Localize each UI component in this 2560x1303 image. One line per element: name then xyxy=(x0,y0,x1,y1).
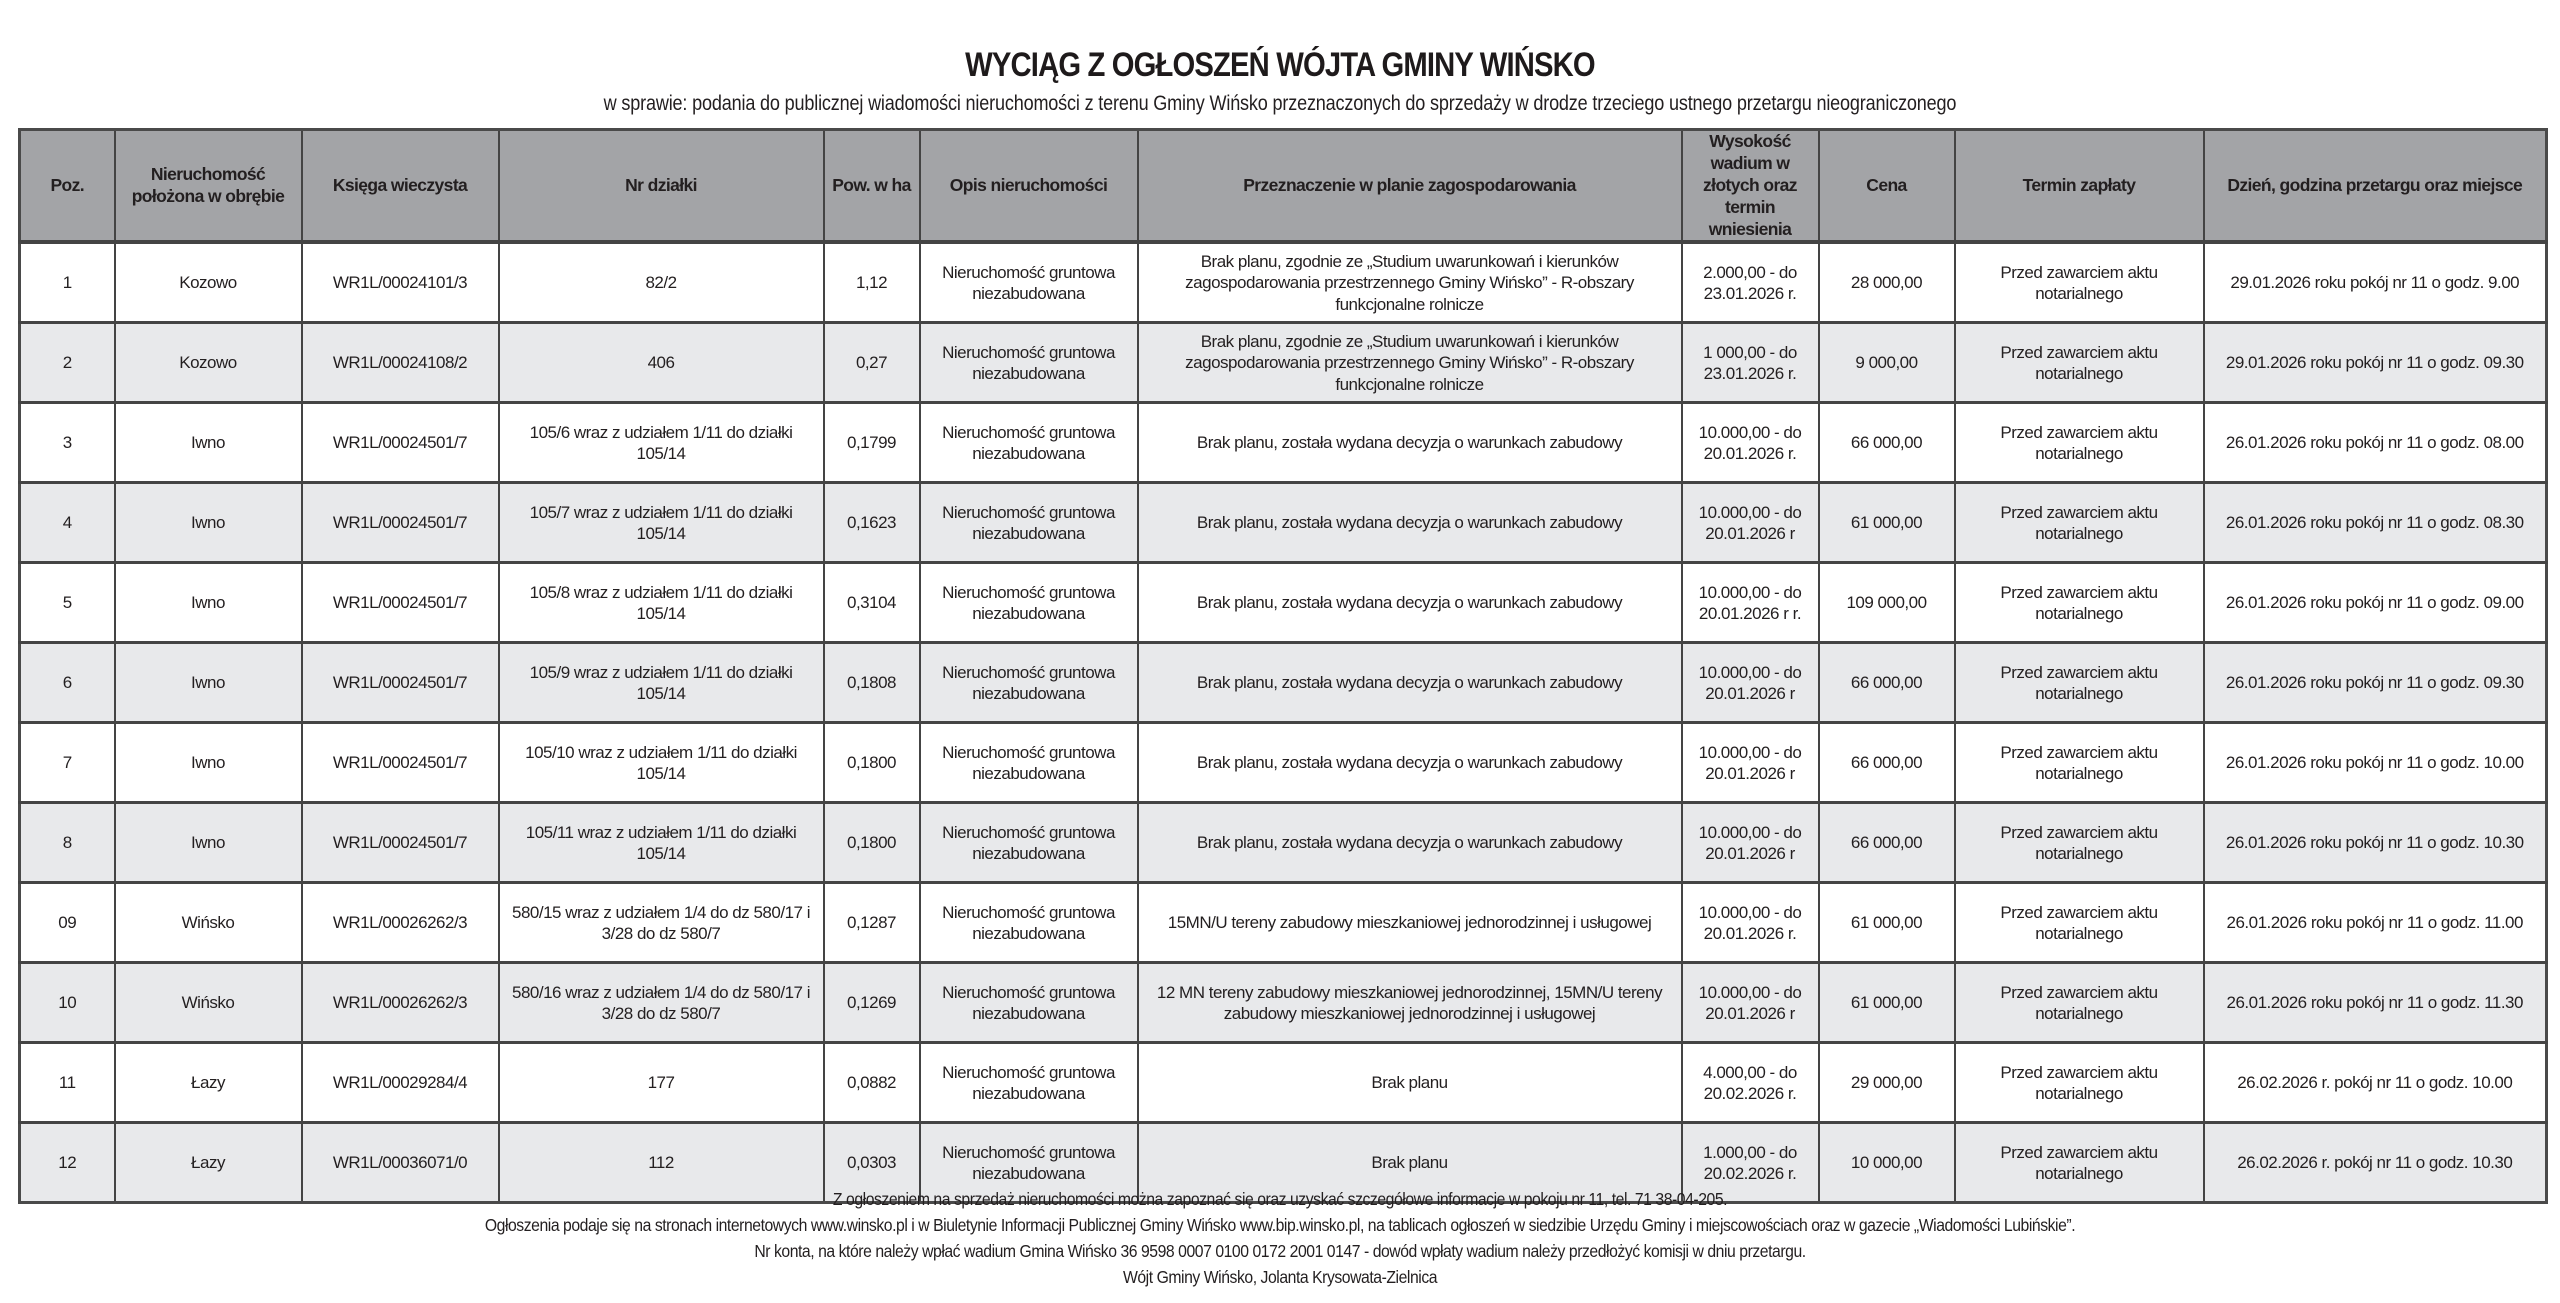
cell-position: 10 xyxy=(20,963,115,1043)
table-row xyxy=(20,723,2547,803)
cell-location: Iwno xyxy=(115,643,302,723)
cell-plot-number: 105/10 wraz z udziałem 1/11 do działki 105/14 xyxy=(499,723,824,803)
cell-auction-date: 26.01.2026 roku pokój nr 11 o godz. 11.30 xyxy=(2204,963,2547,1043)
table-row xyxy=(20,563,2547,643)
cell-area: 1,12 xyxy=(824,242,920,323)
cell-payment-term: Przed zawarciem aktu notarialnego xyxy=(1955,963,2204,1043)
cell-zoning: Brak planu, została wydana decyzja o warunkach zabudowy xyxy=(1138,643,1682,723)
cell-deposit: 4.000,00 - do 20.02.2026 r. xyxy=(1682,1043,1819,1123)
table-row xyxy=(20,963,2547,1043)
cell-area: 0,1799 xyxy=(824,403,920,483)
cell-location: Iwno xyxy=(115,723,302,803)
cell-plot-number: 105/6 wraz z udziałem 1/11 do działki 105/14 xyxy=(499,403,824,483)
cell-area: 0,1623 xyxy=(824,483,920,563)
cell-land-register: WR1L/00024501/7 xyxy=(302,723,499,803)
cell-plot-number: 82/2 xyxy=(499,242,824,323)
cell-position: 8 xyxy=(20,803,115,883)
table-body xyxy=(20,242,2547,1203)
cell-zoning: Brak planu, została wydana decyzja o warunkach zabudowy xyxy=(1138,723,1682,803)
footer-line-info: Z ogłoszeniem na sprzedaż nieruchomości można zapoznać się oraz uzyskać szczegółowe informacje w pokoju nr 11, tel. 71 38-04-205. xyxy=(832,1189,1728,1209)
cell-location: Wińsko xyxy=(115,883,302,963)
cell-auction-date: 26.01.2026 roku pokój nr 11 o godz. 09.00 xyxy=(2204,563,2547,643)
cell-auction-date: 26.01.2026 roku pokój nr 11 o godz. 10.00 xyxy=(2204,723,2547,803)
cell-deposit: 10.000,00 - do 20.01.2026 r xyxy=(1682,803,1819,883)
cell-price: 109 000,00 xyxy=(1819,563,1955,643)
cell-zoning: Brak planu xyxy=(1138,1123,1682,1203)
cell-deposit: 1 000,00 - do 23.01.2026 r. xyxy=(1682,323,1819,403)
cell-payment-term: Przed zawarciem aktu notarialnego xyxy=(1955,403,2204,483)
cell-area: 0,0882 xyxy=(824,1043,920,1123)
cell-zoning: Brak planu, została wydana decyzja o warunkach zabudowy xyxy=(1138,403,1682,483)
cell-description: Nieruchomość gruntowa niezabudowana xyxy=(920,723,1138,803)
cell-area: 0,1800 xyxy=(824,803,920,883)
cell-area: 0,27 xyxy=(824,323,920,403)
cell-description: Nieruchomość gruntowa niezabudowana xyxy=(920,483,1138,563)
cell-price: 61 000,00 xyxy=(1819,883,1955,963)
header-description: Opis nieruchomości xyxy=(920,130,1138,243)
cell-price: 61 000,00 xyxy=(1819,963,1955,1043)
cell-plot-number: 105/11 wraz z udziałem 1/11 do działki 105/14 xyxy=(499,803,824,883)
cell-auction-date: 26.01.2026 roku pokój nr 11 o godz. 08.30 xyxy=(2204,483,2547,563)
cell-payment-term: Przed zawarciem aktu notarialnego xyxy=(1955,1123,2204,1203)
cell-payment-term: Przed zawarciem aktu notarialnego xyxy=(1955,483,2204,563)
cell-price: 61 000,00 xyxy=(1819,483,1955,563)
header-land-register: Księga wieczysta xyxy=(302,130,499,243)
cell-payment-term: Przed zawarciem aktu notarialnego xyxy=(1955,242,2204,323)
cell-description: Nieruchomość gruntowa niezabudowana xyxy=(920,1043,1138,1123)
cell-position: 11 xyxy=(20,1043,115,1123)
document-subtitle: w sprawie: podania do publicznej wiadomości nieruchomości z terenu Gminy Wińsko przeznaczonych do sprzedaży w drodze trzeciego ustnego przetargu nieograniczonego xyxy=(603,92,1957,115)
cell-deposit: 10.000,00 - do 20.01.2026 r xyxy=(1682,723,1819,803)
table-row xyxy=(20,1043,2547,1123)
header-auction-date: Dzień, godzina przetargu oraz miejsce xyxy=(2204,130,2547,243)
cell-location: Iwno xyxy=(115,403,302,483)
cell-position: 5 xyxy=(20,563,115,643)
cell-location: Łazy xyxy=(115,1123,302,1203)
cell-location: Kozowo xyxy=(115,323,302,403)
cell-deposit: 10.000,00 - do 20.01.2026 r r. xyxy=(1682,563,1819,643)
cell-zoning: Brak planu, została wydana decyzja o warunkach zabudowy xyxy=(1138,483,1682,563)
cell-area: 0,0303 xyxy=(824,1123,920,1203)
header-price: Cena xyxy=(1819,130,1955,243)
cell-location: Iwno xyxy=(115,563,302,643)
cell-position: 1 xyxy=(20,242,115,323)
cell-description: Nieruchomość gruntowa niezabudowana xyxy=(920,963,1138,1043)
cell-position: 3 xyxy=(20,403,115,483)
cell-payment-term: Przed zawarciem aktu notarialnego xyxy=(1955,1043,2204,1123)
cell-deposit: 10.000,00 - do 20.01.2026 r xyxy=(1682,643,1819,723)
cell-auction-date: 29.01.2026 roku pokój nr 11 o godz. 9.00 xyxy=(2204,242,2547,323)
cell-area: 0,3104 xyxy=(824,563,920,643)
cell-location: Kozowo xyxy=(115,242,302,323)
cell-area: 0,1269 xyxy=(824,963,920,1043)
cell-area: 0,1287 xyxy=(824,883,920,963)
cell-deposit: 10.000,00 - do 20.01.2026 r. xyxy=(1682,403,1819,483)
cell-payment-term: Przed zawarciem aktu notarialnego xyxy=(1955,323,2204,403)
cell-description: Nieruchomość gruntowa niezabudowana xyxy=(920,323,1138,403)
header-position: Poz. xyxy=(20,130,115,243)
cell-plot-number: 580/15 wraz z udziałem 1/4 do dz 580/17 i 3/28 do dz 580/7 xyxy=(499,883,824,963)
cell-description: Nieruchomość gruntowa niezabudowana xyxy=(920,1123,1138,1203)
header-area: Pow. w ha xyxy=(824,130,920,243)
cell-price: 66 000,00 xyxy=(1819,723,1955,803)
cell-deposit: 1.000,00 - do 20.02.2026 r. xyxy=(1682,1123,1819,1203)
cell-position: 7 xyxy=(20,723,115,803)
cell-zoning: Brak planu, została wydana decyzja o warunkach zabudowy xyxy=(1138,803,1682,883)
cell-description: Nieruchomość gruntowa niezabudowana xyxy=(920,643,1138,723)
table-row xyxy=(20,242,2547,323)
cell-price: 66 000,00 xyxy=(1819,643,1955,723)
cell-price: 29 000,00 xyxy=(1819,1043,1955,1123)
footer-notes xyxy=(0,1186,2560,1290)
cell-position: 6 xyxy=(20,643,115,723)
cell-plot-number: 580/16 wraz z udziałem 1/4 do dz 580/17 i 3/28 do dz 580/7 xyxy=(499,963,824,1043)
cell-payment-term: Przed zawarciem aktu notarialnego xyxy=(1955,803,2204,883)
cell-plot-number: 406 xyxy=(499,323,824,403)
cell-description: Nieruchomość gruntowa niezabudowana xyxy=(920,242,1138,323)
cell-position: 2 xyxy=(20,323,115,403)
cell-zoning: Brak planu, zgodnie ze „Studium uwarunkowań i kierunków zagospodarowania przestrzennego Gminy Wińsko” - R-obszary funkcjonalne rolnicze xyxy=(1138,323,1682,403)
table-row xyxy=(20,803,2547,883)
cell-description: Nieruchomość gruntowa niezabudowana xyxy=(920,803,1138,883)
cell-payment-term: Przed zawarciem aktu notarialnego xyxy=(1955,723,2204,803)
cell-land-register: WR1L/00024501/7 xyxy=(302,643,499,723)
footer-line-signature: Wójt Gminy Wińsko, Jolanta Krysowata-Zielnica xyxy=(1122,1267,1438,1287)
cell-payment-term: Przed zawarciem aktu notarialnego xyxy=(1955,643,2204,723)
document-title: WYCIĄG Z OGŁOSZEŃ WÓJTA GMINY WIŃSKO xyxy=(965,46,1595,84)
table-row xyxy=(20,883,2547,963)
cell-land-register: WR1L/00024501/7 xyxy=(302,483,499,563)
cell-auction-date: 26.01.2026 roku pokój nr 11 o godz. 09.30 xyxy=(2204,643,2547,723)
cell-position: 09 xyxy=(20,883,115,963)
cell-zoning: 12 MN tereny zabudowy mieszkaniowej jednorodzinnej, 15MN/U tereny zabudowy mieszkaniowej jednorodzinnej i usługowej xyxy=(1138,963,1682,1043)
cell-zoning: Brak planu xyxy=(1138,1043,1682,1123)
cell-location: Wińsko xyxy=(115,963,302,1043)
cell-land-register: WR1L/00029284/4 xyxy=(302,1043,499,1123)
cell-land-register: WR1L/00026262/3 xyxy=(302,883,499,963)
cell-price: 9 000,00 xyxy=(1819,323,1955,403)
cell-auction-date: 26.01.2026 roku pokój nr 11 o godz. 11.00 xyxy=(2204,883,2547,963)
cell-deposit: 2.000,00 - do 23.01.2026 r. xyxy=(1682,242,1819,323)
cell-price: 66 000,00 xyxy=(1819,803,1955,883)
cell-payment-term: Przed zawarciem aktu notarialnego xyxy=(1955,563,2204,643)
cell-zoning: 15MN/U tereny zabudowy mieszkaniowej jednorodzinnej i usługowej xyxy=(1138,883,1682,963)
header-location: Nieruchomość położona w obrębie xyxy=(115,130,302,243)
cell-land-register: WR1L/00024101/3 xyxy=(302,242,499,323)
cell-plot-number: 105/7 wraz z udziałem 1/11 do działki 105/14 xyxy=(499,483,824,563)
cell-location: Iwno xyxy=(115,483,302,563)
cell-land-register: WR1L/00024501/7 xyxy=(302,403,499,483)
cell-land-register: WR1L/00024501/7 xyxy=(302,803,499,883)
cell-plot-number: 105/8 wraz z udziałem 1/11 do działki 105/14 xyxy=(499,563,824,643)
cell-auction-date: 26.02.2026 r. pokój nr 11 o godz. 10.30 xyxy=(2204,1123,2547,1203)
table-row xyxy=(20,323,2547,403)
cell-plot-number: 177 xyxy=(499,1043,824,1123)
header-zoning: Przeznaczenie w planie zagospodarowania xyxy=(1138,130,1682,243)
cell-area: 0,1800 xyxy=(824,723,920,803)
cell-land-register: WR1L/00024108/2 xyxy=(302,323,499,403)
property-sale-table xyxy=(18,128,2548,1204)
table-row xyxy=(20,403,2547,483)
table-header xyxy=(20,130,2547,243)
cell-payment-term: Przed zawarciem aktu notarialnego xyxy=(1955,883,2204,963)
table-row xyxy=(20,483,2547,563)
cell-price: 10 000,00 xyxy=(1819,1123,1955,1203)
cell-area: 0,1808 xyxy=(824,643,920,723)
header-row xyxy=(20,130,2547,243)
cell-land-register: WR1L/00036071/0 xyxy=(302,1123,499,1203)
table-row xyxy=(20,643,2547,723)
cell-description: Nieruchomość gruntowa niezabudowana xyxy=(920,883,1138,963)
cell-description: Nieruchomość gruntowa niezabudowana xyxy=(920,563,1138,643)
cell-price: 28 000,00 xyxy=(1819,242,1955,323)
header-deposit: Wysokość wadium w złotych oraz termin wniesienia xyxy=(1682,130,1819,243)
cell-land-register: WR1L/00026262/3 xyxy=(302,963,499,1043)
cell-land-register: WR1L/00024501/7 xyxy=(302,563,499,643)
cell-plot-number: 105/9 wraz z udziałem 1/11 do działki 105/14 xyxy=(499,643,824,723)
header-payment-term: Termin zapłaty xyxy=(1955,130,2204,243)
cell-zoning: Brak planu, została wydana decyzja o warunkach zabudowy xyxy=(1138,563,1682,643)
cell-auction-date: 29.01.2026 roku pokój nr 11 o godz. 09.30 xyxy=(2204,323,2547,403)
cell-deposit: 10.000,00 - do 20.01.2026 r. xyxy=(1682,883,1819,963)
cell-deposit: 10.000,00 - do 20.01.2026 r xyxy=(1682,483,1819,563)
cell-auction-date: 26.02.2026 r. pokój nr 11 o godz. 10.00 xyxy=(2204,1043,2547,1123)
cell-deposit: 10.000,00 - do 20.01.2026 r xyxy=(1682,963,1819,1043)
footer-line-publication: Ogłoszenia podaje się na stronach internetowych www.winsko.pl i w Biuletynie Informacji Publicznej Gminy Wińsko www.bip.winsko.pl, na tablicach ogłoszeń w siedzibie Urzędu Gminy i miejscowościach oraz w gazecie „Wiadomości Lubińskie”. xyxy=(484,1215,2076,1235)
cell-auction-date: 26.01.2026 roku pokój nr 11 o godz. 10.30 xyxy=(2204,803,2547,883)
cell-position: 12 xyxy=(20,1123,115,1203)
cell-auction-date: 26.01.2026 roku pokój nr 11 o godz. 08.00 xyxy=(2204,403,2547,483)
cell-description: Nieruchomość gruntowa niezabudowana xyxy=(920,403,1138,483)
cell-zoning: Brak planu, zgodnie ze „Studium uwarunkowań i kierunków zagospodarowania przestrzennego Gminy Wińsko” - R-obszary funkcjonalne rolnicze xyxy=(1138,242,1682,323)
cell-location: Łazy xyxy=(115,1043,302,1123)
header-plot-number: Nr działki xyxy=(499,130,824,243)
cell-price: 66 000,00 xyxy=(1819,403,1955,483)
footer-line-account: Nr konta, na które należy wpłać wadium Gmina Wińsko 36 9598 0007 0100 0172 2001 0147 - dowód wpłaty wadium należy przedłożyć komisji w dniu przetargu. xyxy=(754,1241,1806,1261)
cell-position: 4 xyxy=(20,483,115,563)
cell-location: Iwno xyxy=(115,803,302,883)
cell-plot-number: 112 xyxy=(499,1123,824,1203)
